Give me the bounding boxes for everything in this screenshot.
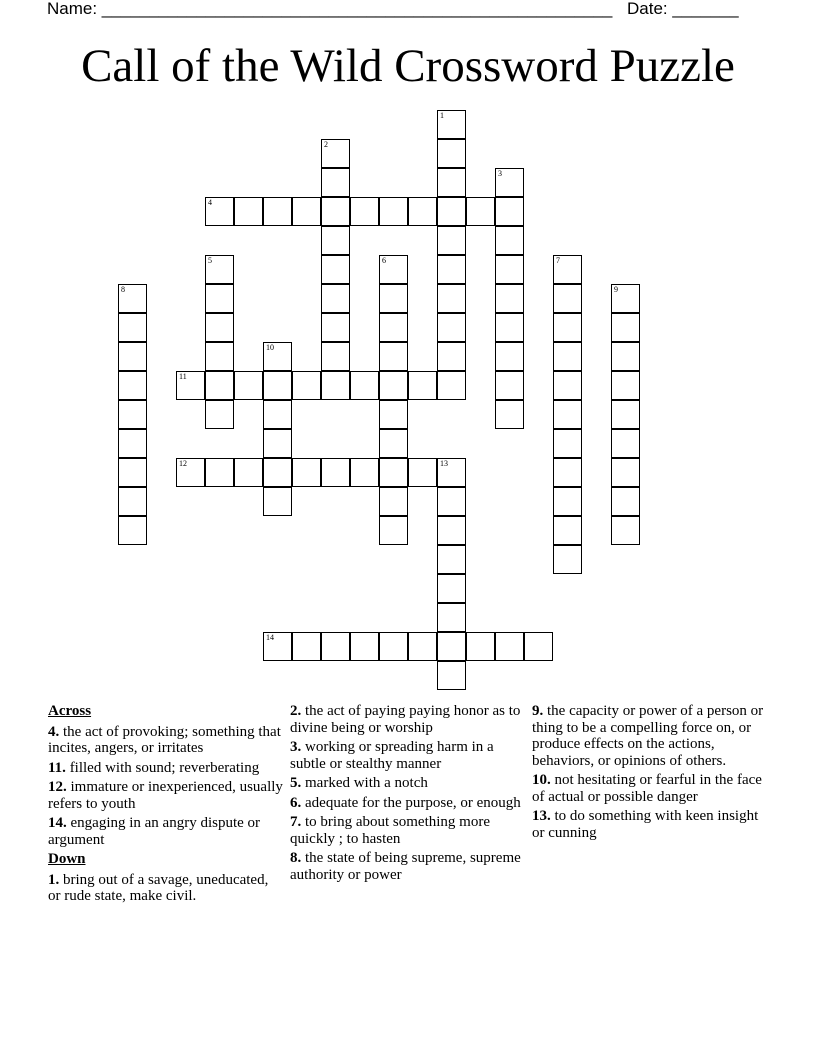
clue-text: adequate for the purpose, or enough <box>305 794 521 811</box>
grid-cell[interactable] <box>466 197 495 226</box>
grid-cell-7[interactable] <box>553 255 582 284</box>
grid-cell[interactable] <box>553 429 582 458</box>
clue-down-10 <box>532 772 768 805</box>
clue-text: bring out of a savage, uneducated, or rude state, make civil. <box>48 871 269 904</box>
clue-across-12 <box>48 779 284 812</box>
grid-cell[interactable] <box>495 197 524 226</box>
grid-cell-13[interactable] <box>437 458 466 487</box>
clue-across-4 <box>48 724 284 757</box>
grid-cell[interactable] <box>118 313 147 342</box>
grid-cell-6[interactable] <box>379 255 408 284</box>
clue-text: working or spreading harm in a subtle or stealthy manner <box>290 739 494 772</box>
grid-cell[interactable] <box>437 168 466 197</box>
cell-number: 12 <box>179 459 187 468</box>
grid-cell[interactable] <box>263 429 292 458</box>
grid-cell[interactable] <box>234 371 263 400</box>
grid-cell-3[interactable] <box>495 168 524 197</box>
grid-cell[interactable] <box>379 487 408 516</box>
clue-text: the act of paying paying honor as to divine being or worship <box>290 703 521 736</box>
grid-cell-12[interactable] <box>176 458 205 487</box>
clue-number: 10. <box>532 772 551 788</box>
grid-cell[interactable] <box>495 255 524 284</box>
grid-cell[interactable] <box>553 545 582 574</box>
grid-cell[interactable] <box>495 400 524 429</box>
clue-text: to do something with keen insight or cunning <box>532 808 759 841</box>
grid-cell[interactable] <box>350 197 379 226</box>
clue-text: filled with sound; reverberating <box>69 759 260 776</box>
grid-cell[interactable] <box>437 661 466 690</box>
grid-cell[interactable] <box>611 371 640 400</box>
grid-cell[interactable] <box>321 371 350 400</box>
clue-number: 9. <box>532 703 544 719</box>
clue-text: the capacity or power of a person or thing to be a compelling force on, or produce effects on the actions, behaviors, or opinions of others. <box>532 703 764 769</box>
grid-cell[interactable] <box>292 197 321 226</box>
grid-cell[interactable] <box>118 371 147 400</box>
grid-cell[interactable] <box>234 197 263 226</box>
grid-cell[interactable] <box>611 342 640 371</box>
clue-text: not hesitating or fearful in the face of actual or possible danger <box>532 772 762 805</box>
grid-cell-14[interactable] <box>263 632 292 661</box>
grid-cell[interactable] <box>205 342 234 371</box>
clue-number: 14. <box>48 815 67 831</box>
clue-down-8 <box>290 850 526 883</box>
grid-cell[interactable] <box>437 545 466 574</box>
grid-cell[interactable] <box>118 516 147 545</box>
grid-cell[interactable] <box>205 313 234 342</box>
grid-cell[interactable] <box>495 342 524 371</box>
clue-text: the state of being supreme, supreme authority or power <box>290 850 521 883</box>
grid-cell[interactable] <box>263 400 292 429</box>
clue-number: 8. <box>290 850 302 866</box>
grid-cell[interactable] <box>263 371 292 400</box>
clue-text: immature or inexperienced, usually refers to youth <box>48 779 283 812</box>
grid-cell[interactable] <box>437 284 466 313</box>
clue-down-5 <box>290 775 526 792</box>
grid-cell[interactable] <box>321 168 350 197</box>
grid-cell[interactable] <box>437 255 466 284</box>
grid-cell[interactable] <box>611 400 640 429</box>
clue-number: 1. <box>48 871 60 888</box>
clues-column-1 <box>48 703 284 908</box>
clue-text: the act of provoking; something that incites, angers, or irritates <box>48 723 281 756</box>
puzzle-title: Call of the Wild Crossword Puzzle <box>81 40 735 92</box>
grid-cell[interactable] <box>292 632 321 661</box>
grid-cell-11[interactable] <box>176 371 205 400</box>
cell-number: 7 <box>556 256 560 265</box>
grid-cell[interactable] <box>495 632 524 661</box>
grid-cell[interactable] <box>379 371 408 400</box>
cell-number: 4 <box>208 198 212 207</box>
grid-cell[interactable] <box>379 632 408 661</box>
grid-cell[interactable] <box>263 458 292 487</box>
clue-down-2 <box>290 703 526 736</box>
grid-cell[interactable] <box>263 197 292 226</box>
across-heading: Across <box>48 703 92 719</box>
clues-column-2 <box>290 703 526 886</box>
grid-cell[interactable] <box>379 429 408 458</box>
grid-cell-4[interactable] <box>205 197 234 226</box>
grid-cell[interactable] <box>495 371 524 400</box>
grid-cell[interactable] <box>205 400 234 429</box>
clue-number: 12. <box>48 779 67 795</box>
grid-cell[interactable] <box>118 342 147 371</box>
grid-cell[interactable] <box>379 313 408 342</box>
grid-cell[interactable] <box>263 487 292 516</box>
grid-cell[interactable] <box>553 458 582 487</box>
grid-cell[interactable] <box>379 516 408 545</box>
grid-cell-10[interactable] <box>263 342 292 371</box>
grid-cell-2[interactable] <box>321 139 350 168</box>
clue-down-3 <box>290 739 526 772</box>
clue-number: 6. <box>290 794 302 811</box>
grid-cell[interactable] <box>495 284 524 313</box>
clue-number: 13. <box>532 808 551 824</box>
clue-text: to bring about something more quickly ; to hasten <box>290 814 490 847</box>
grid-cell[interactable] <box>379 458 408 487</box>
grid-cell[interactable] <box>321 313 350 342</box>
cell-number: 5 <box>208 256 212 265</box>
clues-column-3 <box>532 703 768 844</box>
clue-down-7 <box>290 814 526 847</box>
cell-number: 6 <box>382 256 386 265</box>
grid-cell[interactable] <box>321 197 350 226</box>
cell-number: 1 <box>440 111 444 120</box>
grid-cell[interactable] <box>553 400 582 429</box>
grid-cell[interactable] <box>437 632 466 661</box>
cell-number: 14 <box>266 633 274 642</box>
grid-cell[interactable] <box>292 458 321 487</box>
cell-number: 11 <box>179 372 187 381</box>
clue-number: 3. <box>290 739 302 755</box>
grid-cell[interactable] <box>553 342 582 371</box>
grid-cell[interactable] <box>553 516 582 545</box>
grid-cell[interactable] <box>437 226 466 255</box>
grid-cell[interactable] <box>611 429 640 458</box>
grid-cell-5[interactable] <box>205 255 234 284</box>
grid-cell[interactable] <box>118 487 147 516</box>
clue-down-6 <box>290 795 526 812</box>
clue-number: 7. <box>290 814 302 830</box>
clue-number: 5. <box>290 775 302 791</box>
clue-number: 11. <box>48 759 66 776</box>
clue-text: engaging in an angry dispute or argument <box>48 815 261 848</box>
grid-cell[interactable] <box>118 400 147 429</box>
clue-across-14 <box>48 815 284 848</box>
grid-cell[interactable] <box>118 429 147 458</box>
cell-number: 13 <box>440 459 448 468</box>
grid-cell[interactable] <box>495 313 524 342</box>
grid-cell[interactable] <box>466 632 495 661</box>
grid-cell[interactable] <box>437 574 466 603</box>
grid-cell[interactable] <box>437 342 466 371</box>
cell-number: 9 <box>614 285 618 294</box>
grid-cell[interactable] <box>408 632 437 661</box>
grid-cell[interactable] <box>495 226 524 255</box>
grid-cell[interactable] <box>350 632 379 661</box>
clue-down-13 <box>532 808 768 841</box>
grid-cell[interactable] <box>611 487 640 516</box>
grid-cell[interactable] <box>408 458 437 487</box>
grid-cell-8[interactable] <box>118 284 147 313</box>
clue-down-9 <box>532 703 768 769</box>
cell-number: 2 <box>324 140 328 149</box>
grid-cell[interactable] <box>350 458 379 487</box>
grid-cell[interactable] <box>321 458 350 487</box>
grid-cell[interactable] <box>611 516 640 545</box>
grid-cell[interactable] <box>292 371 321 400</box>
name-field-label: Name: ______________________________________________________ <box>47 0 613 18</box>
down-heading: Down <box>48 851 86 867</box>
date-field-label: Date: _______ <box>627 0 739 18</box>
cell-number: 10 <box>266 343 274 352</box>
grid-cell[interactable] <box>408 197 437 226</box>
grid-cell[interactable] <box>205 284 234 313</box>
grid-cell[interactable] <box>437 487 466 516</box>
grid-cell[interactable] <box>437 197 466 226</box>
grid-cell[interactable] <box>437 313 466 342</box>
clue-across-11 <box>48 760 284 777</box>
grid-cell[interactable] <box>524 632 553 661</box>
grid-cell[interactable] <box>379 197 408 226</box>
grid-cell[interactable] <box>437 516 466 545</box>
grid-cell[interactable] <box>553 313 582 342</box>
clue-number: 2. <box>290 703 302 719</box>
grid-cell-1[interactable] <box>437 110 466 139</box>
grid-cell[interactable] <box>379 284 408 313</box>
grid-cell[interactable] <box>321 226 350 255</box>
grid-cell[interactable] <box>437 371 466 400</box>
clue-number: 4. <box>48 723 60 740</box>
grid-cell[interactable] <box>553 371 582 400</box>
cell-number: 3 <box>498 169 502 178</box>
grid-cell[interactable] <box>118 458 147 487</box>
grid-cell[interactable] <box>611 458 640 487</box>
grid-cell[interactable] <box>321 284 350 313</box>
grid-cell-9[interactable] <box>611 284 640 313</box>
clue-text: marked with a notch <box>305 775 428 791</box>
grid-cell[interactable] <box>321 255 350 284</box>
grid-cell[interactable] <box>553 487 582 516</box>
grid-cell[interactable] <box>205 458 234 487</box>
grid-cell[interactable] <box>234 458 263 487</box>
cell-number: 8 <box>121 285 125 294</box>
grid-cell[interactable] <box>350 371 379 400</box>
grid-cell[interactable] <box>437 139 466 168</box>
clue-down-1 <box>48 872 284 905</box>
grid-cell[interactable] <box>379 400 408 429</box>
grid-cell[interactable] <box>408 371 437 400</box>
grid-cell[interactable] <box>379 342 408 371</box>
grid-cell[interactable] <box>553 284 582 313</box>
grid-cell[interactable] <box>611 313 640 342</box>
grid-cell[interactable] <box>321 342 350 371</box>
grid-cell[interactable] <box>437 603 466 632</box>
grid-cell[interactable] <box>321 632 350 661</box>
grid-cell[interactable] <box>205 371 234 400</box>
